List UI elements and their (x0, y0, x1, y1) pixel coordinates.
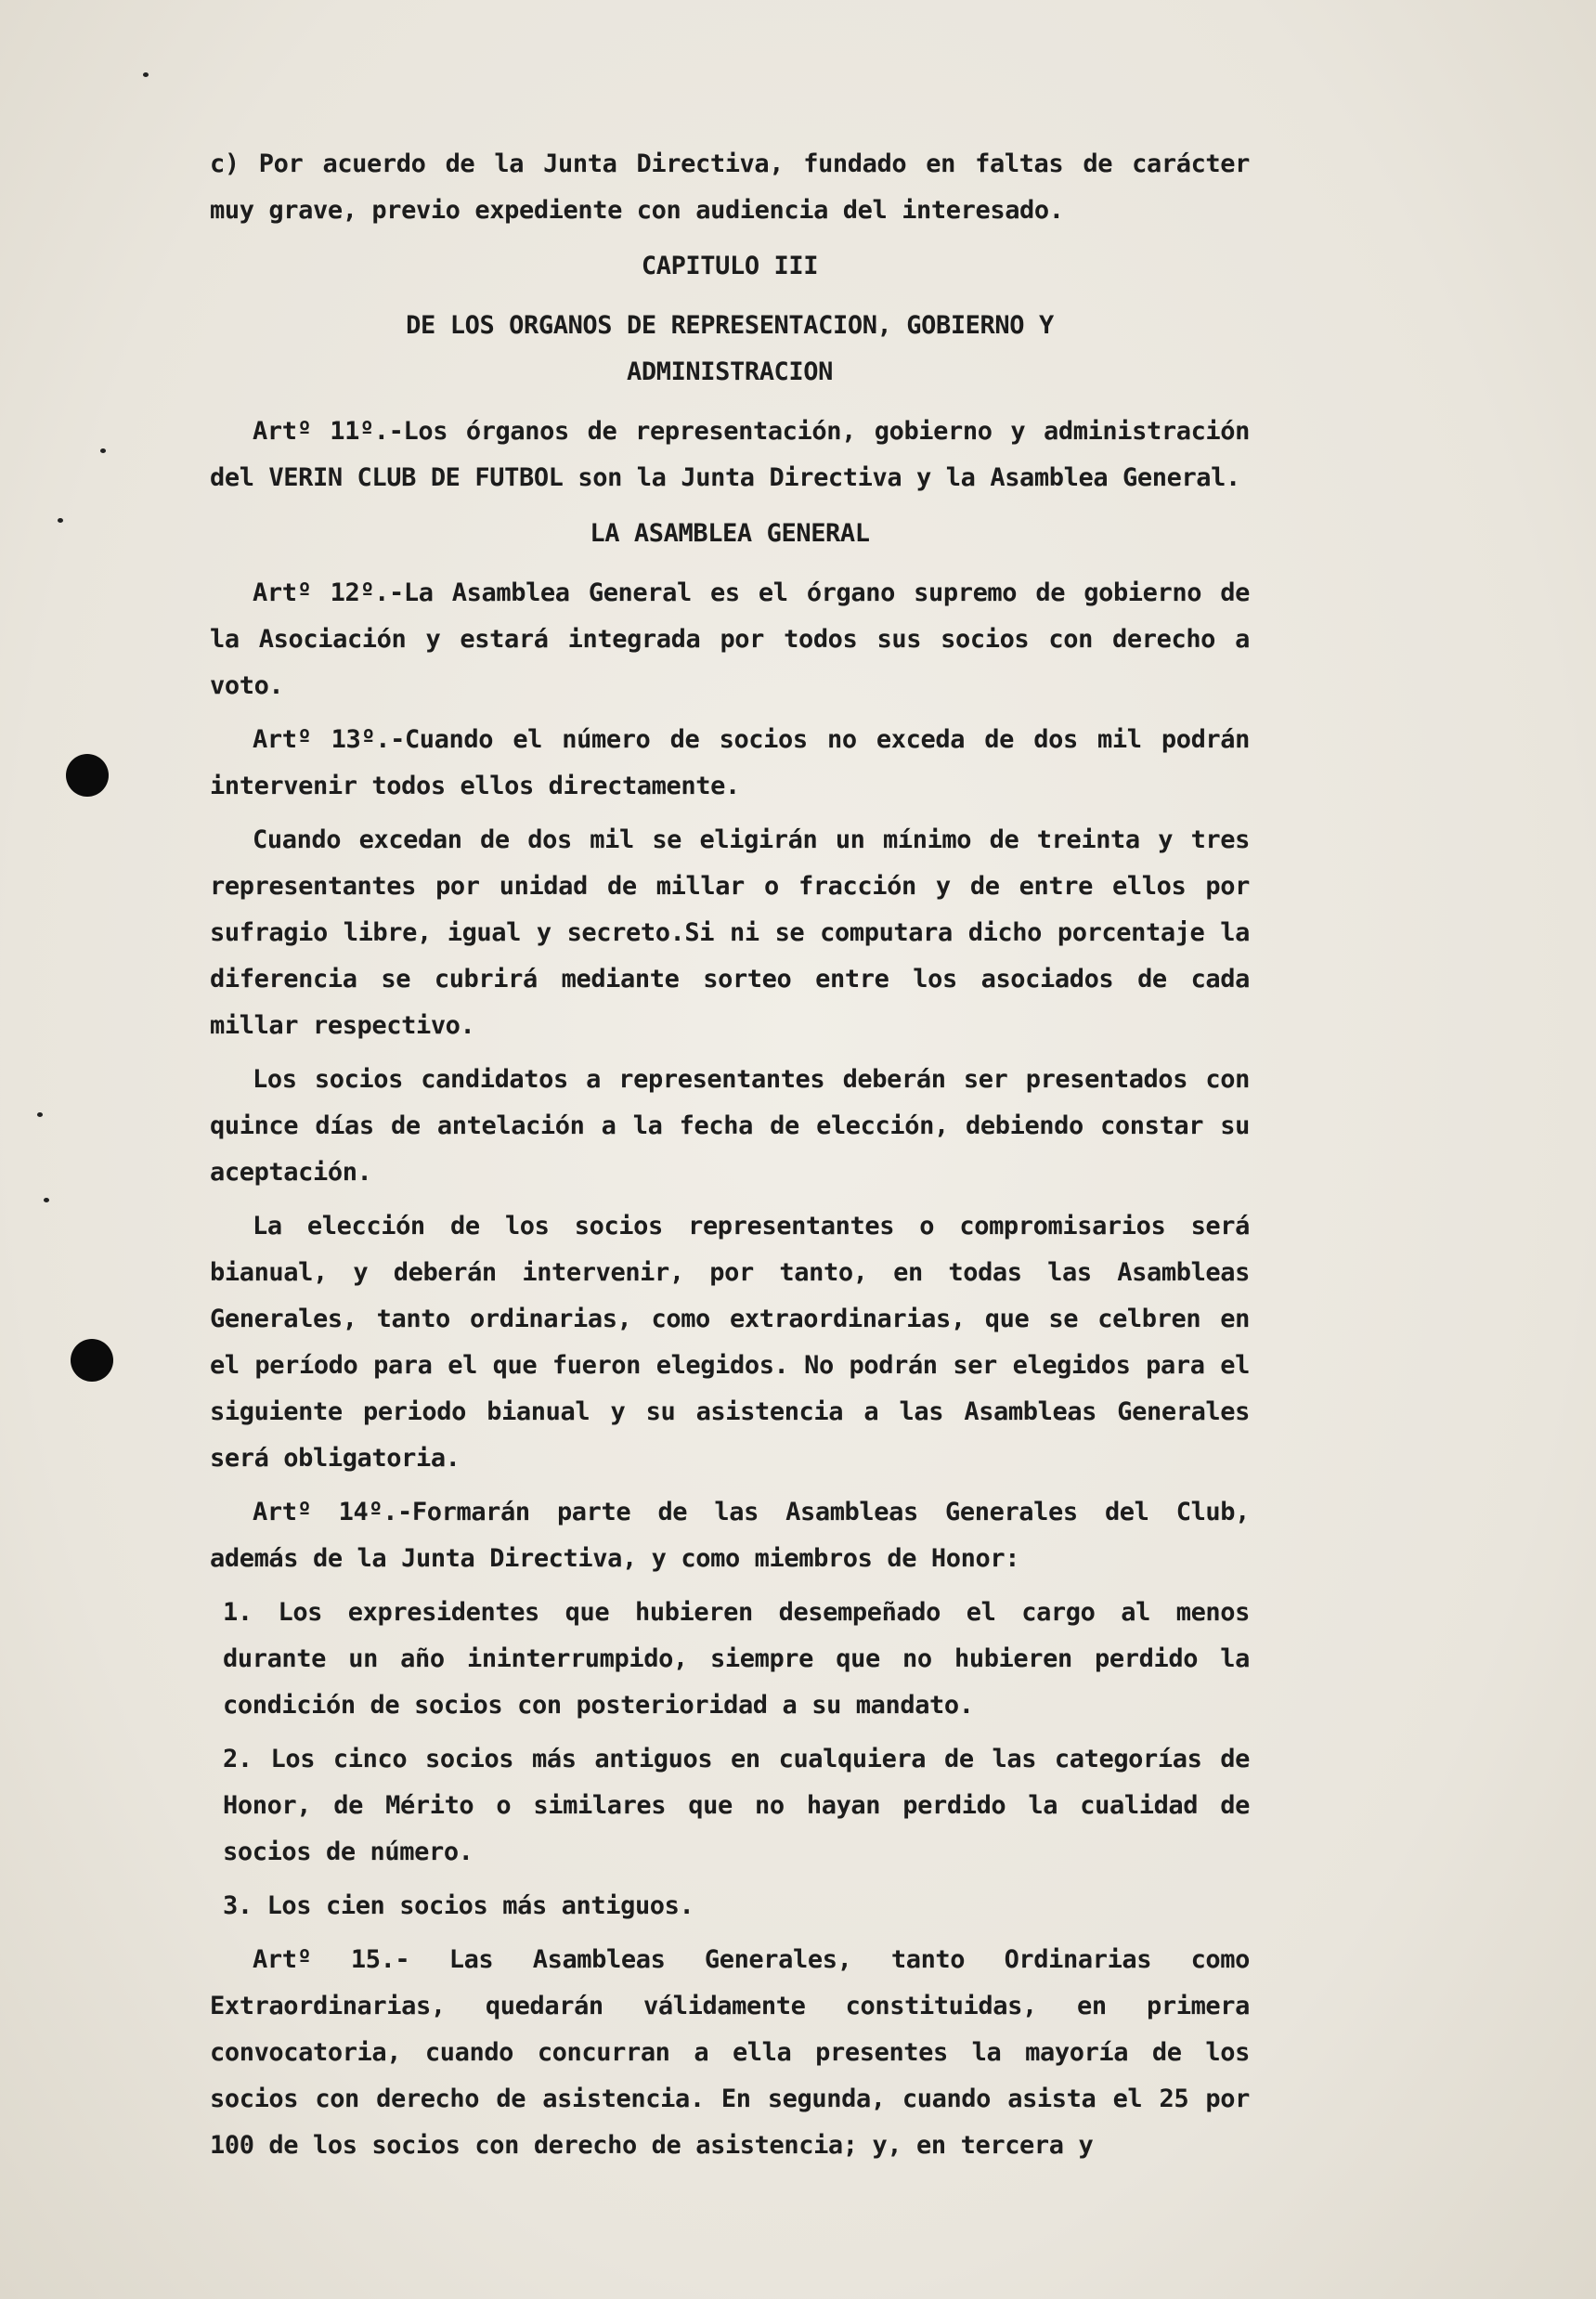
article-15: Artº 15.- Las Asambleas Generales, tanto Ordinarias como Extraordinarias, quedarán válidamente constituidas, en primera convocatoria, cuando concurran a ella presentes la mayoría de los socios con derecho de asistencia. En segunda, cuando asista el 25 por 100 de los socios con derecho de asistencia; y, en tercera y (210, 1945, 1250, 2160)
section-title: LA ASAMBLEA GENERAL (590, 519, 870, 548)
ink-speck (44, 1198, 49, 1202)
punch-hole-top (66, 754, 109, 797)
article-13-paragraph-4: La elección de los socios representantes o compromisarios será bianual, y deberán intervenir, por tanto, en todas las Asambleas Generales, tanto ordinarias, como extraordinarias, que se celbren en el período para el que fueron elegidos. No podrán ser elegidos para el siguiente periodo bianual y su asistencia a las Asambleas Generales será obligatoria. (210, 1212, 1250, 1473)
article-14-item: 2. Los cinco socios más antiguos en cualquiera de las categorías de Honor, de Mérito o similares que no hayan perdido la cualidad de socios de número. (223, 1745, 1250, 1866)
ink-speck (143, 72, 149, 77)
chapter-title: CAPITULO III (641, 252, 819, 280)
article-14: Artº 14º.-Formarán parte de las Asambleas Generales del Club, además de la Junta Directiva, y como miembros de Honor: (210, 1498, 1250, 1573)
article-13-paragraph-2: Cuando excedan de dos mil se eligirán un mínimo de treinta y tres representantes por unidad de millar o fracción y de entre ellos por sufragio libre, igual y secreto.Si ni se computara dicho porcentaje la diferencia se cubrirá mediante sorteo entre los asociados de cada millar respectivo. (210, 825, 1250, 1040)
article-13-paragraph-3: Los socios candidatos a representantes deberán ser presentados con quince días de antelación a la fecha de elección, debiendo constar su aceptación. (210, 1065, 1250, 1187)
article-12: Artº 12º.-La Asamblea General es el órgano supremo de gobierno de la Asociación y estará integrada por todos sus socios con derecho a voto. (210, 578, 1250, 700)
typed-text (210, 141, 1250, 2176)
ink-speck (58, 518, 63, 523)
article-14-item: 3. Los cien socios más antiguos. (223, 1891, 694, 1920)
article-11: Artº 11º.-Los órganos de representación, gobierno y administración del VERIN CLUB DE FUTBOL son la Junta Directiva y la Asamblea General. (210, 417, 1250, 492)
chapter-subtitle-2: ADMINISTRACION (627, 357, 833, 386)
article-13: Artº 13º.-Cuando el número de socios no exceda de dos mil podrán intervenir todos ellos directamente. (210, 725, 1250, 800)
ink-speck (100, 448, 106, 453)
punch-hole-bottom (71, 1339, 113, 1382)
ink-speck (37, 1112, 43, 1117)
intro-paragraph: c) Por acuerdo de la Junta Directiva, fundado en faltas de carácter muy grave, previo expediente con audiencia del interesado. (210, 149, 1250, 225)
article-14-item: 1. Los expresidentes que hubieren desempeñado el cargo al menos durante un año ininterrumpido, siempre que no hubieren perdido la condición de socios con posterioridad a su mandato. (223, 1598, 1250, 1720)
chapter-subtitle-1: DE LOS ORGANOS DE REPRESENTACION, GOBIERNO Y (406, 311, 1054, 340)
